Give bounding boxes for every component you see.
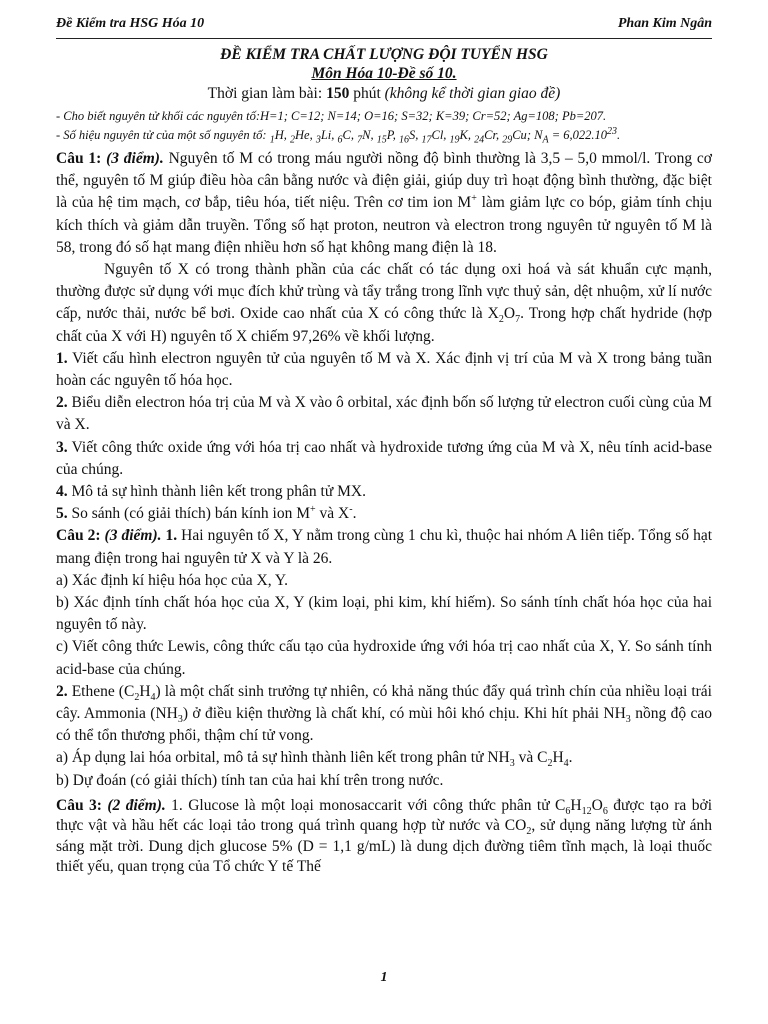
- element-symbol: $_{29}$Cu: [502, 128, 527, 146]
- element-symbol: $_{24}$Cr: [474, 128, 496, 146]
- q1-paragraph-1: Câu 1: (3 điểm). Nguyên tố M có trong máu người nồng độ bình thường là 3,5 – 5,0 mmol/l. Trong cơ thể, nguyên tố M giúp điều hòa cân bằng nước và điện giải, giúp duy trì hoạt động bình thường, đặc biệt là của hệ tim mạch, cơ bắp, tiêu hóa, tiết niệu. Trên cơ tim ion M+ làm giảm lực co bóp, giảm tính chịu kích thích và giảm dẫn truyền. Tổng số hạt proton, neutron và electron trong nguyên tử nguyên tố M là 58, trong đó số hạt mang điện nhiều hơn số hạt không mang điện là 18.: [56, 150, 712, 256]
- q2-item-2a: a) Áp dụng lai hóa orbital, mô tả sự hình thành liên kết trong phân tử $NH_3$ và $C_2H_4$.: [56, 749, 573, 770]
- document-page: [56, 16, 712, 878]
- header-divider: [56, 38, 712, 39]
- element-symbol: $_6$C: [337, 128, 351, 146]
- q2-item-c: c) Viết công thức Lewis, công thức cấu tạo của hydroxide ứng với hóa trị cao nhất của X, Y. So sánh tính acid-base của chúng.: [56, 638, 712, 678]
- q2-item-a: a) Xác định kí hiệu hóa học của X, Y.: [56, 571, 289, 589]
- element-symbol: $_{19}$K: [449, 128, 468, 146]
- q1-item: 5. So sánh (có giải thích) bán kính ion M+ và X-.: [56, 504, 357, 523]
- q1-item: 1. Viết cấu hình electron nguyên tử của nguyên tố M và X. Xác định vị trí của M và X trong bảng tuần hoàn các nguyên tố hóa học.: [56, 349, 712, 390]
- note-atomic-number: - Số hiệu nguyên tử của một số nguyên tố: $_1$H, $_2$He, $_3$Li, $_6$C, $_7$N, $_{15}$P, $_{16}$S, $_{17}$Cl, $_{19}$K, $_{24}$Cr, $_{29}$Cu; $N_A = 6,022.10^{23}$.: [56, 125, 621, 146]
- element-list: $_1$H, $_2$He, $_3$Li, $_6$C, $_7$N, $_{15}$P, $_{16}$S, $_{17}$Cl, $_{19}$K, $_{24}$Cr, $_{29}$Cu;: [269, 128, 535, 146]
- q2-paragraph-2: 2. Ethene $(C_2H_4)$ là một chất sinh trưởng tự nhiên, có khả năng thúc đẩy quá trình chín của nhiều loại trái cây. Ammonia $(NH_3)$ ở điều kiện thường là chất khí, có mùi hôi khó chịu. Khi hít phải $NH_3$ nồng độ cao có thể tổn thương phổi, thậm chí tử vong.: [56, 682, 712, 745]
- q1-item: 4. Mô tả sự hình thành liên kết trong phân tử MX.: [56, 483, 366, 501]
- header-right: Phan Kim Ngân: [617, 16, 712, 31]
- exam-title: ĐỀ KIỂM TRA CHẤT LƯỢNG ĐỘI TUYỂN HSG: [220, 46, 548, 63]
- time-limit: Thời gian làm bài: 150 phút (không kể thời gian giao đề): [207, 85, 561, 102]
- header-left: Đề Kiểm tra HSG Hóa 10: [56, 16, 205, 31]
- q1-item: 3. Viết công thức oxide ứng với hóa trị cao nhất và hydroxide tương ứng của M và X, nêu tính acid-base của chúng.: [56, 438, 712, 478]
- q2-paragraph-1: Câu 2: (3 điểm). 1. Hai nguyên tố X, Y nằm trong cùng 1 chu kì, thuộc hai nhóm A liên tiếp. Tổng số hạt mang điện trong hai nguyên tử X và Y là 26.: [56, 527, 713, 567]
- element-symbol: $_1$H: [269, 128, 284, 146]
- element-symbol: $_3$Li: [315, 128, 332, 146]
- q1-paragraph-2: Nguyên tố X có trong thành phần của các chất có tác dụng oxi hoá và sát khuẩn cực mạnh, thường được sử dụng với mục đích khử trùng và tẩy trắng trong lĩnh vực thuỷ sản, dệt nhuộm, xử lí nước cấp, nước thải, nước bể bơi. Oxide cao nhất của X có công thức là $X_2O_7$. Trong hợp chất hydride (hợp chất của X với H) nguyên tố X chiếm 97,26% về khối lượng.: [56, 261, 713, 345]
- element-symbol: $_{15}$P: [376, 128, 393, 146]
- element-symbol: $_7$N: [357, 128, 371, 146]
- q1-item: 2. Biểu diễn electron hóa trị của M và X vào ô orbital, xác định bốn số lượng tử electron cuối cùng của M và X.: [56, 394, 712, 434]
- page-header: [56, 16, 712, 38]
- note-atomic-mass: - Cho biết nguyên tử khối các nguyên tố:H=1; C=12; N=14; O=16; S=32; K=39; Cr=52; Ag=108; Pb=207.: [56, 109, 607, 123]
- exam-subtitle: Môn Hóa 10-Đề số 10.: [311, 65, 457, 82]
- element-symbol: $_{17}$Cl: [421, 128, 444, 146]
- q2-item-2b: b) Dự đoán (có giải thích) tính tan của hai khí trên trong nước.: [56, 771, 444, 789]
- q2-item-b: b) Xác định tính chất hóa học của X, Y (kim loại, phi kim, khí hiếm). So sánh tính chất hóa học của hai nguyên tố này.: [56, 594, 712, 634]
- page-number: 1: [380, 970, 388, 985]
- element-symbol: $_2$He: [290, 128, 310, 146]
- element-symbol: $_{16}$S: [398, 128, 416, 146]
- q3-paragraph-1: Câu 3: (2 điểm). 1. Glucose là một loại monosaccarit với công thức phân tử $C_6H_{12}O_6$ được tạo ra bởi thực vật và hầu hết các loại tảo trong quá trình quang hợp từ nước và $CO_2$, sử dụng năng lượng từ ánh sáng mặt trời. Dung dịch glucose 5% (D = 1,1 g/mL) là dung dịch đường tiêm tĩnh mạch, là loại thuốc thiết yếu, quan trọng của Tổ chức Y tế Thế: [56, 796, 712, 876]
